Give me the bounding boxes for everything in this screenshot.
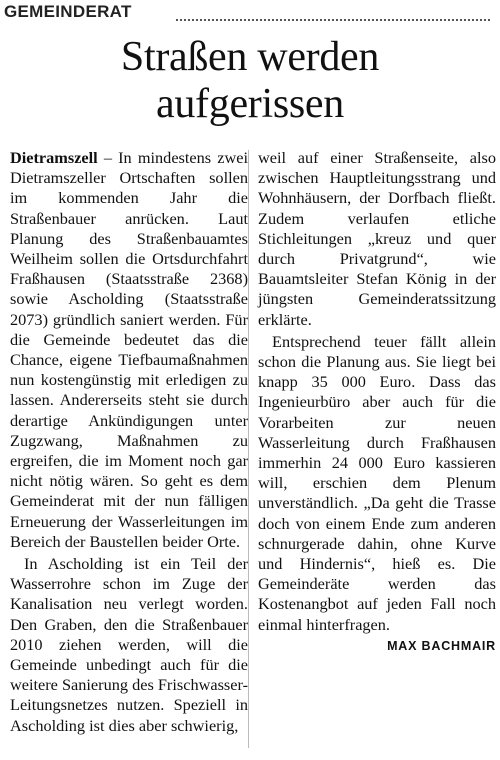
- headline: [0, 34, 500, 128]
- paragraph-3-text: Entsprechend teuer fällt allein schon die Planung aus. Sie liegt bei knapp 35 000 Euro. Dass das Ingenieurbüro aber auch für die Vorarbeiten zur neuen Wasserleitung durch Fraßhausen immerhin 24 000 Euro kassieren will, erschien dem Plenum unverständlich. „Da geht die Trasse doch von einem Ende zum anderen schnurgerade dahin, ohne Kurve und Hindernis“, hieß es. Die Gemeinderäte werden das Kostenangbot auf jeden Fall noch einmal hinterfragen.: [258, 331, 496, 634]
- paragraph-3: [258, 331, 496, 653]
- column-divider: [248, 150, 249, 748]
- dateline-place: Dietramszell: [10, 148, 98, 167]
- dateline-dash: –: [97, 148, 119, 167]
- headline-line-2: aufgerissen: [156, 81, 344, 127]
- paragraph-1-text: In mindestens zwei Dietramszeller Ortschaften sollen im kommenden Jahr die Straßenbauer anrücken. Laut Planung des Straßenbauamtes Weilheim sollen die Ortsdurchfahrt Fraßhausen (Staatsstraße 2368) sowie Ascholding (Staatsstraße 2073) gründlich saniert werden. Für die Gemeinde bedeutet das die Chance, eigene Tiefbaumaßnahmen nun kostengünstig mit erledigen zu lassen. Andererseits steht sie durch derartige Ankündigungen unter Zugzwang, Maßnahmen zu ergreifen, die im Moment noch gar nicht nötig wären. So geht es dem Gemeinderat mit der nun fälligen Erneuerung der Wasserleitungen im Bereich der Baustellen beider Orte.: [10, 148, 248, 551]
- paragraph-2: weil auf einer Straßenseite, also zwischen Hauptleitungsstrang und Wohnhäusern, der Dorfbach fließt. Zudem verlaufen etliche Stichleitungen „kreuz und quer durch Privatgrund“, wie Bauamtsleiter Stefan König in der jüngsten Gemeinderatssitzung erklärte.: [258, 148, 496, 329]
- section-kicker: GEMEINDERAT: [4, 2, 132, 21]
- kicker-row: [4, 2, 494, 24]
- paragraph-2-part-1: In Ascholding ist ein Teil der Wasserrohre schon im Zuge der Kanalisation neu verlegt worden. Den Graben, den die Straßenbauer 2010 ziehen werden, will die Gemeinde unbedingt auch für die weitere Sanierung des Frischwasser-Leitungsnetzes nutzen. Speziell in Ascholding ist dies aber schwierig,: [10, 554, 248, 735]
- article-column-right: [258, 148, 496, 656]
- paragraph-1: [10, 148, 248, 552]
- author-byline: MAX BACHMAIR: [387, 638, 496, 653]
- dotted-rule: [176, 19, 490, 21]
- article-column-left: [10, 148, 248, 736]
- headline-line-1: Straßen werden: [120, 34, 380, 80]
